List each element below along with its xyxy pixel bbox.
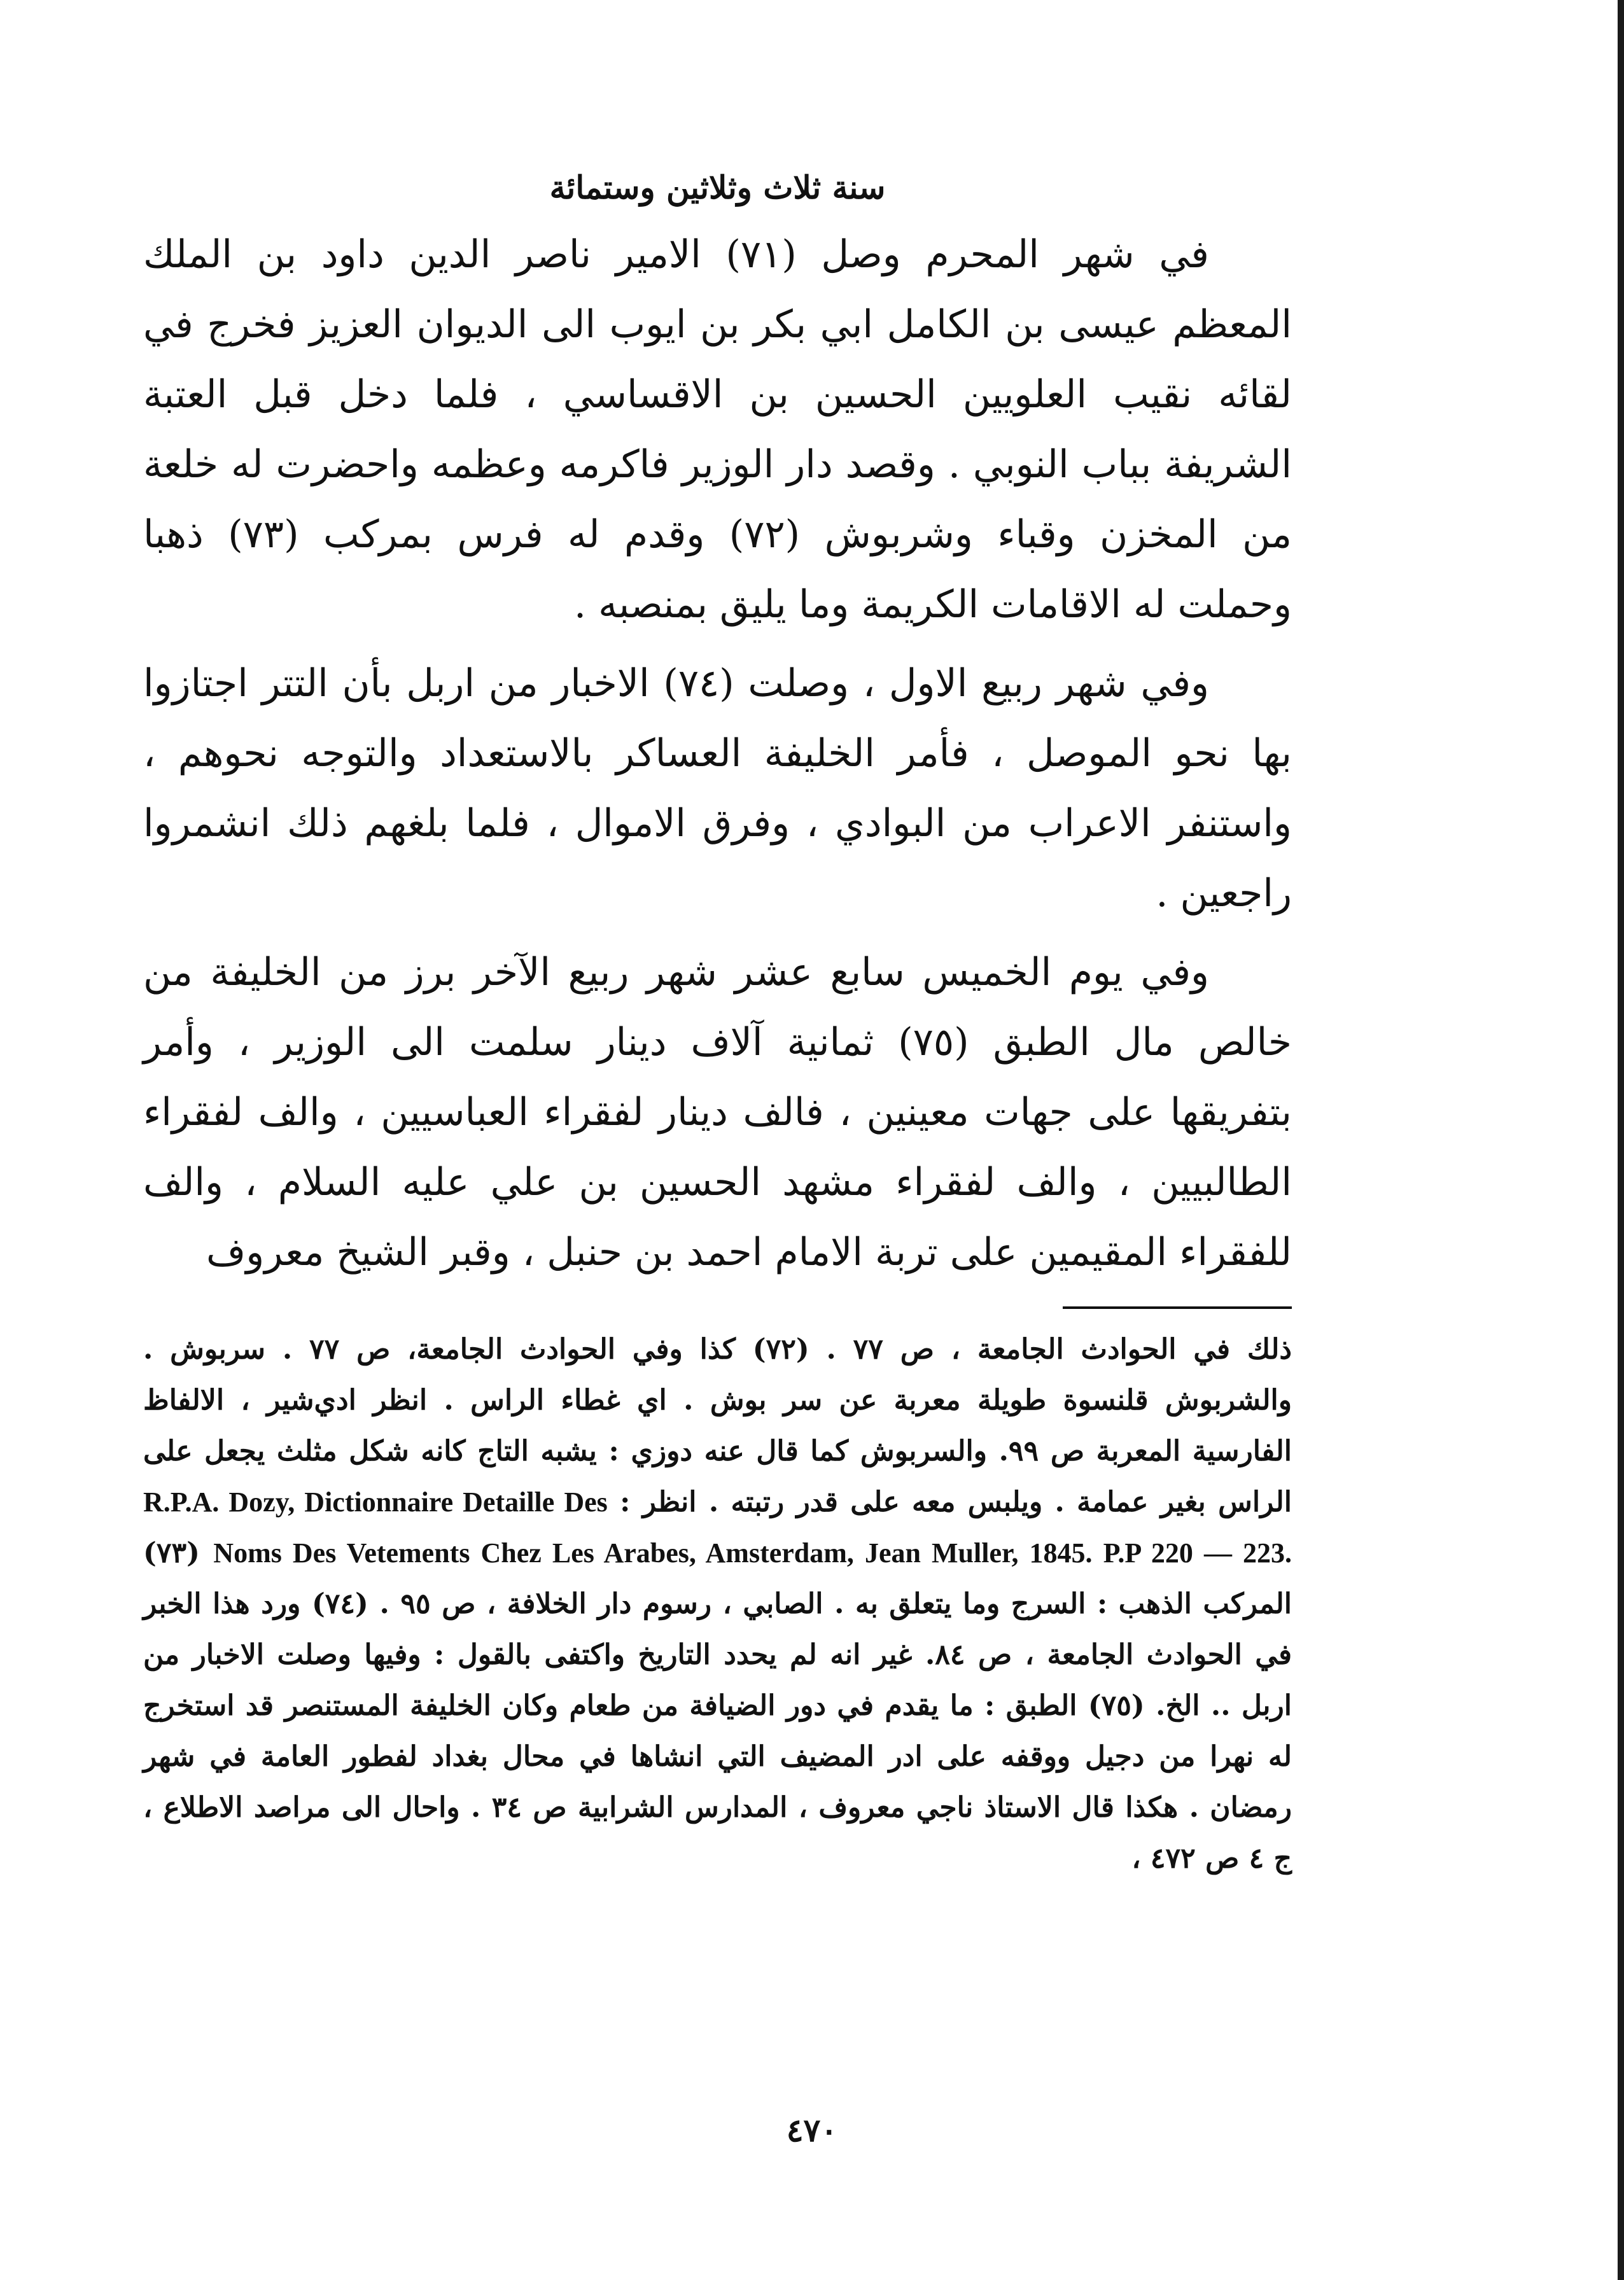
footnotes bbox=[143, 1324, 1292, 1884]
footnote-latin-citation: R.P.A. Dozy, Dictionnaire Detaille Des Noms Des Vetements Chez Les Arabes, Amsterdam, Jean Muller, 1845. P.P 220 — 223. bbox=[143, 1486, 1292, 1569]
page-number: ٤٧٠ bbox=[786, 2111, 838, 2149]
paragraph-rabi-al-akhir: وفي يوم الخميس سابع عشر شهر ربيع الآخر برز من الخليفة من خالص مال الطبق (٧٥) ثمانية آلاف دينار سلمت الى الوزير ، وأمر بتفريقها على جهات معينين ، فالف دينار لفقراء العباسيين ، والف لفقراء الطالبيين ، والف لفقراء مشهد الحسين بن علي عليه السلام ، والف للفقراء المقيمين على تربة الامام احمد بن حنبل ، وقبر الشيخ معروف bbox=[143, 950, 1292, 1275]
document-page bbox=[143, 162, 1292, 1884]
paragraph-rabi-al-awwal: وفي شهر ربيع الاول ، وصلت (٧٤) الاخبار من اربل بأن التتر اجتازوا بها نحو الموصل ، فأمر الخليفة العساكر بالاستعداد والتوجه نحوهم ، واستنفر الاعراب من البوادي ، وفرق الاموال ، فلما بلغهم ذلك انشمروا راجعين . bbox=[143, 661, 1292, 916]
paragraph-muharram: في شهر المحرم وصل (٧١) الامير ناصر الدين داود بن الملك المعظم عيسى بن الكامل ابي بكر بن ايوب الى الديوان العزيز فخرج في لقائه نقيب العلويين الحسين بن الاقساسي ، فلما دخل قبل العتبة الشريفة بباب النوبي . وقصد دار الوزير فاكرمه وعظمه واحضرت له خلعة من المخزن وقباء وشربوش (٧٢) وقدم له فرس بمركب (٧٣) ذهبا وحملت له الاقامات الكريمة وما يليق بمنصبه . bbox=[143, 232, 1292, 627]
footnote-text-1: ذلك في الحوادث الجامعة ، ص ٧٧ . (٧٢) كذا وفي الحوادث الجامعة، ص ٧٧ . سربوش . والشربوش قلنسوة طويلة معربة عن سر بوش . اي غطاء الراس . انظر ادي‌شير ، الالفاظ الفارسية المعربة ص ٩٩. والسربوش كما قال عنه دوزي : يشبه التاج كانه شكل مثلث يجعل على الراس بغير عمامة . ويلبس معه على قدر رتبته . انظر : bbox=[143, 1333, 1292, 1518]
section-title: سنة ثلاث وثلاثين وستمائة bbox=[549, 169, 886, 206]
footnote-divider bbox=[1063, 1306, 1292, 1309]
page-edge-border bbox=[1618, 0, 1624, 2280]
footnote-text-2: (٧٣) المركب الذهب : السرج وما يتعلق به . الصابي ، رسوم دار الخلافة ، ص ٩٥ . (٧٤) ورد هذا الخبر في الحوادث الجامعة ، ص ٨٤. غير انه لم يحدد التاريخ واكتفى بالقول : وفيها وصلت الاخبار من اربل .. الخ. (٧٥) الطبق : ما يقدم في دور الضيافة من طعام وكان الخليفة المستنصر قد استخرج له نهرا من دجيل ووقفه على ادر المضيف التي انشاها في محال بغداد لفطور العامة في شهر رمضان . هكذا قال الاستاذ ناجي معروف ، المدارس الشرابية ص ٣٤ . واحال الى مراصد الاطلاع ، ج ٤ ص ٤٧٢ ، bbox=[143, 1537, 1292, 1875]
